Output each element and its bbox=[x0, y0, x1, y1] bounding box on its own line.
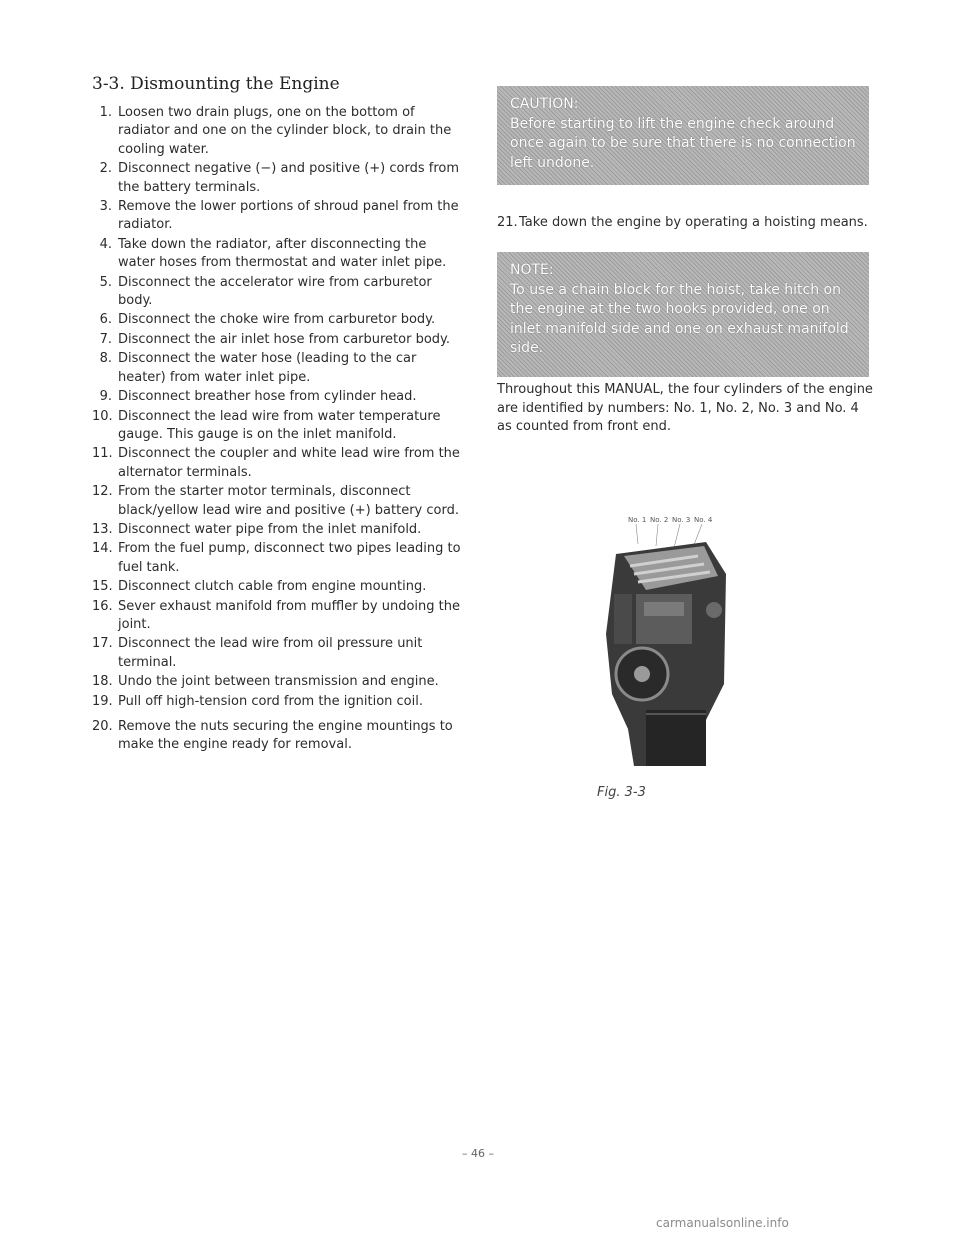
step-text: Remove the nuts securing the engine mountings to make the engine ready for removal. bbox=[118, 719, 453, 753]
step-text: Disconnect negative (−) and positive (+) cords from the battery terminals. bbox=[118, 161, 460, 195]
step-text: Disconnect the choke wire from carburetor body. bbox=[118, 312, 436, 328]
note-box bbox=[497, 252, 869, 377]
step-text: Take down the engine by operating a hoisting means. bbox=[519, 215, 868, 230]
step-number: 15. bbox=[92, 579, 113, 595]
step-number: 20. bbox=[92, 719, 113, 734]
step-text: Disconnect clutch cable from engine mounting. bbox=[118, 579, 427, 595]
step-text: Disconnect the lead wire from water temperature gauge. This gauge is on the inlet manifold. bbox=[118, 408, 441, 442]
cylinder-label-2: No. 2 bbox=[650, 516, 669, 524]
step-item bbox=[92, 673, 464, 691]
step-text: From the fuel pump, disconnect two pipes leading to fuel tank. bbox=[118, 541, 461, 575]
cylinder-label-4: No. 4 bbox=[694, 516, 713, 524]
step-number: 18. bbox=[92, 674, 113, 690]
step-number: 10. bbox=[92, 408, 113, 424]
step-item bbox=[92, 578, 464, 596]
step-text: Take down the radiator, after disconnecting the water hoses from thermostat and water inlet pipe. bbox=[118, 236, 447, 271]
cylinder-label-3: No. 3 bbox=[672, 516, 691, 524]
caution-heading: CAUTION: bbox=[510, 96, 579, 112]
step-number: 13. bbox=[92, 521, 113, 537]
page-number: – 46 – bbox=[462, 1147, 494, 1160]
step-item bbox=[92, 445, 464, 482]
step-item bbox=[92, 540, 464, 577]
step-number: 21. bbox=[497, 215, 518, 230]
step-text: Disconnect the water hose (leading to the car heater) from water inlet pipe. bbox=[118, 351, 417, 385]
step-number: 4. bbox=[99, 236, 112, 252]
watermark: carmanualsonline.info bbox=[656, 1216, 789, 1230]
step-number: 11. bbox=[92, 446, 113, 462]
caution-box bbox=[497, 86, 869, 185]
step-text: Disconnect the air inlet hose from carburetor body. bbox=[118, 331, 451, 347]
step-item-21 bbox=[497, 214, 877, 233]
step-item bbox=[92, 693, 464, 711]
step-item bbox=[92, 718, 464, 755]
procedure-steps-list bbox=[92, 104, 464, 756]
step-item bbox=[92, 236, 464, 273]
section-title: 3-3. Dismounting the Engine bbox=[92, 74, 340, 94]
note-heading: NOTE: bbox=[510, 262, 554, 278]
figure-caption: Fig. 3-3 bbox=[597, 785, 646, 800]
step-item bbox=[92, 331, 464, 349]
step-text: Sever exhaust manifold from muffler by undoing the joint. bbox=[118, 598, 460, 632]
step-number: 7. bbox=[99, 331, 112, 347]
step-text: Pull off high-tension cord from the ignition coil. bbox=[118, 693, 423, 709]
step-text: Disconnect breather hose from cylinder head. bbox=[118, 389, 417, 405]
cylinder-label-1: No. 1 bbox=[628, 516, 647, 524]
step-item bbox=[92, 311, 464, 329]
step-item bbox=[92, 483, 464, 520]
step-number: 2. bbox=[99, 161, 112, 177]
step-item bbox=[92, 198, 464, 235]
step-item bbox=[92, 598, 464, 635]
step-number: 19. bbox=[92, 693, 113, 709]
step-number: 17. bbox=[92, 636, 113, 652]
step-number: 14. bbox=[92, 541, 113, 557]
step-item bbox=[92, 274, 464, 311]
step-item bbox=[92, 635, 464, 672]
step-text: Disconnect the coupler and white lead wire from the alternator terminals. bbox=[118, 446, 460, 480]
step-number: 8. bbox=[99, 351, 112, 367]
step-item bbox=[92, 104, 464, 159]
step-text: Undo the joint between transmission and engine. bbox=[118, 674, 439, 690]
step-number: 16. bbox=[92, 598, 113, 614]
step-number: 9. bbox=[99, 389, 112, 405]
cylinder-labels bbox=[628, 516, 713, 524]
step-number: 12. bbox=[92, 484, 113, 500]
step-text: Disconnect water pipe from the inlet manifold. bbox=[118, 521, 422, 537]
step-text: Remove the lower portions of shroud panel from the radiator. bbox=[118, 199, 459, 233]
engine-photo bbox=[586, 514, 736, 774]
step-item bbox=[92, 408, 464, 445]
step-number: 3. bbox=[99, 199, 112, 215]
step-number: 5. bbox=[99, 274, 112, 290]
note-text: To use a chain block for the hoist, take hitch on the engine at the two hooks provided, one on inlet manifold side and one on exhaust manifold side. bbox=[510, 281, 849, 356]
step-item bbox=[92, 160, 464, 197]
step-number: 1. bbox=[99, 105, 112, 120]
cylinder-numbering-paragraph: Throughout this MANUAL, the four cylinders of the engine are identified by numbers: No. 1, No. 2, No. 3 and No. 4 as counted from front end. bbox=[497, 382, 873, 435]
step-text: From the starter motor terminals, disconnect black/yellow lead wire and positive (+) battery cord. bbox=[118, 484, 459, 518]
caution-text: Before starting to lift the engine check around once again to be sure that there is no connection left undone. bbox=[510, 115, 856, 171]
step-text: Disconnect the accelerator wire from carburetor body. bbox=[118, 274, 432, 309]
step-item bbox=[92, 388, 464, 406]
step-text: Disconnect the lead wire from oil pressure unit terminal. bbox=[118, 636, 423, 670]
step-text: Loosen two drain plugs, one on the bottom of radiator and one on the cylinder block, to drain the cooling water. bbox=[118, 105, 452, 157]
step-number: 6. bbox=[99, 312, 112, 328]
step-item bbox=[92, 350, 464, 387]
step-item bbox=[92, 521, 464, 539]
